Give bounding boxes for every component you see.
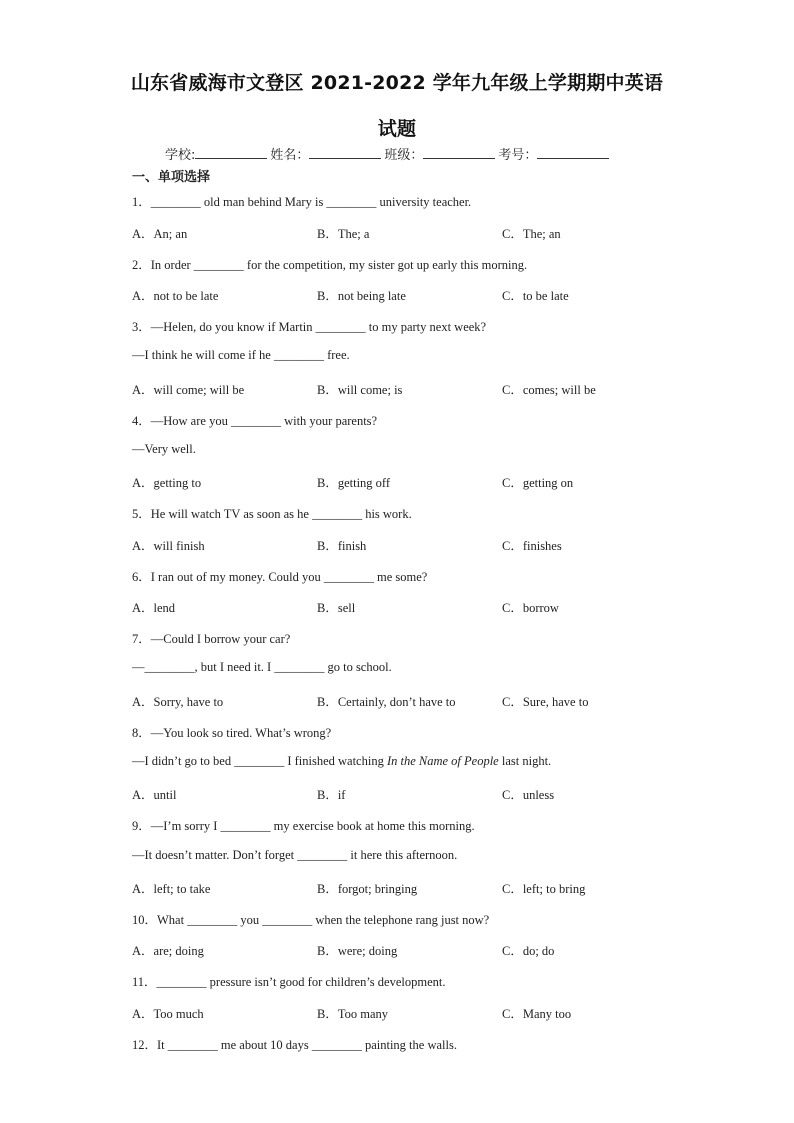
option-c: C．borrow bbox=[502, 601, 559, 615]
option-c: C．comes; will be bbox=[502, 383, 596, 397]
class-label: 班级： bbox=[384, 148, 424, 163]
option-c: C．Sure, have to bbox=[502, 695, 589, 709]
reply-text: —I didn’t go to bed ________ I finished watching bbox=[132, 754, 387, 768]
name-label: 姓名： bbox=[270, 148, 310, 163]
name-blank[interactable] bbox=[309, 146, 381, 159]
option-a: A．are; doing bbox=[132, 944, 204, 958]
question-9-reply: —It doesn’t matter. Don’t forget ________ it here this afternoon. bbox=[132, 848, 458, 862]
option-c: C．unless bbox=[502, 788, 555, 802]
option-a: A．Too much bbox=[132, 1007, 204, 1021]
option-a: A．An; an bbox=[132, 227, 188, 241]
question-5: 5．He will watch TV as soon as he ________ his work. bbox=[132, 507, 412, 521]
question-7: 7．—Could I borrow your car? bbox=[132, 632, 291, 646]
question-10: 10．What ________ you ________ when the telephone rang just now? bbox=[132, 913, 490, 927]
question-3: 3．—Helen, do you know if Martin ________ to my party next week? bbox=[132, 320, 487, 334]
question-1: 1．________ old man behind Mary is ________ university teacher. bbox=[132, 195, 472, 209]
question-3-reply: —I think he will come if he ________ free. bbox=[132, 348, 350, 362]
option-a: A．not to be late bbox=[132, 289, 219, 303]
question-4-reply: —Very well. bbox=[132, 442, 196, 456]
option-b: B．if bbox=[317, 788, 346, 802]
exam-number-label: 考号： bbox=[498, 148, 538, 163]
option-a: A．left; to take bbox=[132, 882, 211, 896]
question-6: 6．I ran out of my money. Could you ________ me some? bbox=[132, 570, 428, 584]
question-4: 4．—How are you ________ with your parents? bbox=[132, 414, 378, 428]
option-c: C．do; do bbox=[502, 944, 555, 958]
student-info-row bbox=[164, 144, 611, 163]
option-a: A．will finish bbox=[132, 539, 205, 553]
section-heading: 一、单项选择 bbox=[132, 170, 211, 185]
option-c: C．The; an bbox=[502, 227, 561, 241]
question-11: 11．________ pressure isn’t good for children’s development. bbox=[132, 975, 446, 989]
tv-show-title: In the Name of People bbox=[386, 754, 499, 768]
option-b: B．will come; is bbox=[317, 383, 403, 397]
option-b: B．Certainly, don’t have to bbox=[317, 695, 456, 709]
option-c: C．left; to bring bbox=[502, 882, 586, 896]
class-blank[interactable] bbox=[423, 146, 495, 159]
exam-title: 山东省威海市文登区 2021-2022 学年九年级上学期期中英语 bbox=[130, 72, 664, 94]
option-b: B．not being late bbox=[317, 289, 406, 303]
option-a: A．until bbox=[132, 788, 177, 802]
option-a: A．lend bbox=[132, 601, 176, 615]
option-b: B．Too many bbox=[317, 1007, 388, 1021]
option-c: C．to be late bbox=[502, 289, 569, 303]
option-b: B．The; a bbox=[317, 227, 370, 241]
exam-number-blank[interactable] bbox=[537, 146, 609, 159]
question-7-reply: —________, but I need it. I ________ go to school. bbox=[132, 660, 392, 674]
question-12: 12．It ________ me about 10 days ________ painting the walls. bbox=[132, 1038, 457, 1052]
exam-title-continued: 试题 bbox=[377, 118, 417, 140]
question-9: 9．—I’m sorry I ________ my exercise book at home this morning. bbox=[132, 819, 475, 833]
option-a: A．Sorry, have to bbox=[132, 695, 224, 709]
option-c: C．finishes bbox=[502, 539, 562, 553]
option-b: B．were; doing bbox=[317, 944, 398, 958]
question-8-reply bbox=[132, 754, 551, 769]
school-label: 学校: bbox=[165, 148, 196, 163]
school-blank[interactable] bbox=[195, 146, 267, 159]
question-2: 2．In order ________ for the competition, my sister got up early this morning. bbox=[132, 258, 528, 272]
reply-text-end: last night. bbox=[498, 754, 552, 768]
option-b: B．sell bbox=[317, 601, 356, 615]
option-a: A．getting to bbox=[132, 476, 202, 490]
option-b: B．forgot; bringing bbox=[317, 882, 418, 896]
option-c: C．getting on bbox=[502, 476, 574, 490]
question-8: 8．—You look so tired. What’s wrong? bbox=[132, 726, 332, 740]
option-a: A．will come; will be bbox=[132, 383, 245, 397]
option-b: B．getting off bbox=[317, 476, 391, 490]
option-b: B．finish bbox=[317, 539, 367, 553]
option-c: C．Many too bbox=[502, 1007, 572, 1021]
